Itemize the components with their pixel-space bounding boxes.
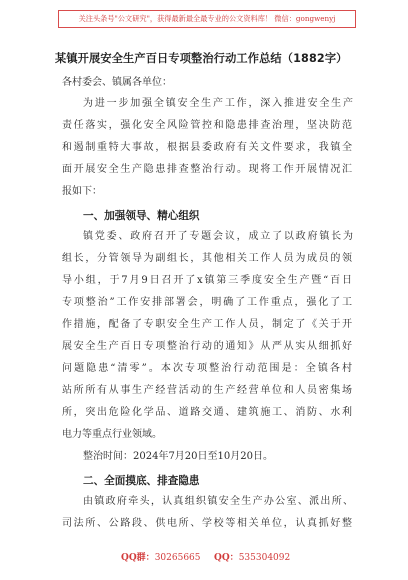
qq-contact-label: QQ： (214, 553, 239, 563)
body-line: 为进一步加强全镇安全生产工作，深入推进安全生产 (83, 98, 353, 109)
qq-group-label: QQ群： (121, 553, 155, 563)
header-notice-banner (58, 10, 356, 28)
qq-group-info (121, 550, 201, 563)
body-line: 专项整治”工作安排部署会，明确了工作重点，强化了工 (62, 297, 352, 308)
body-line: 组长，分管领导为副组长，其他相关工作人员为成员的领 (62, 253, 352, 264)
body-line: 报如下： (62, 186, 102, 197)
body-line: 由镇政府牵头，认真组织镇安全生产办公室、派出所、 (83, 496, 353, 507)
body-line: 问题隐患“清零”。本次专项整治行动范围是：全镇各村 (62, 363, 352, 374)
qq-contact-number: 535304092 (238, 553, 291, 563)
body-line: 导小组，于7月9日召开了x镇第三季度安全生产暨“百日 (62, 275, 352, 286)
page-footer (0, 550, 408, 566)
body-line: 和遏制重特大事故，根据县委政府有关文件要求，我镇全 (62, 142, 352, 153)
body-line: 电力等重点行业领域。 (62, 429, 162, 440)
salutation-line: 各村委会、镇属各单位： (62, 77, 172, 88)
header-notice-text: 关注头条号"公文研究"，获得最新最全最专业的公文资料库！ 微信：gongwenyj (78, 14, 336, 23)
body-line: 作措施，配备了专职安全生产工作人员，制定了《关于开 (62, 319, 352, 330)
body-line: 所，突出危险化学品、道路交通、建筑施工、消防、水利 (62, 407, 352, 418)
body-line: 司法所、公路段、供电所、学校等相关单位，认真抓好整 (62, 518, 352, 529)
body-line: 展安全生产百日专项整治行动的通知》从严从实从细抓好 (62, 341, 352, 352)
body-line: 站所所有从事生产经营活动的生产经营单位和人员密集场 (62, 385, 352, 396)
body-line: 责任落实，强化安全风险管控和隐患排查治理，坚决防范 (62, 120, 352, 131)
body-line: 整治时间：2024年7月20日至10月20日。 (83, 451, 273, 462)
qq-group-number: 30265665 (154, 553, 201, 563)
section-heading: 二、全面摸底、排查隐患 (83, 475, 200, 487)
qq-contact-info (214, 550, 290, 563)
body-line: 面开展安全生产隐患排查整治行动。现将工作开展情况汇 (62, 164, 352, 175)
section-heading: 一、加强领导、精心组织 (83, 210, 200, 222)
body-line: 镇党委、政府召开了专题会议，成立了以政府镇长为 (83, 231, 353, 242)
document-title: 某镇开展安全生产百日专项整治行动工作总结（1882字） (55, 52, 348, 65)
